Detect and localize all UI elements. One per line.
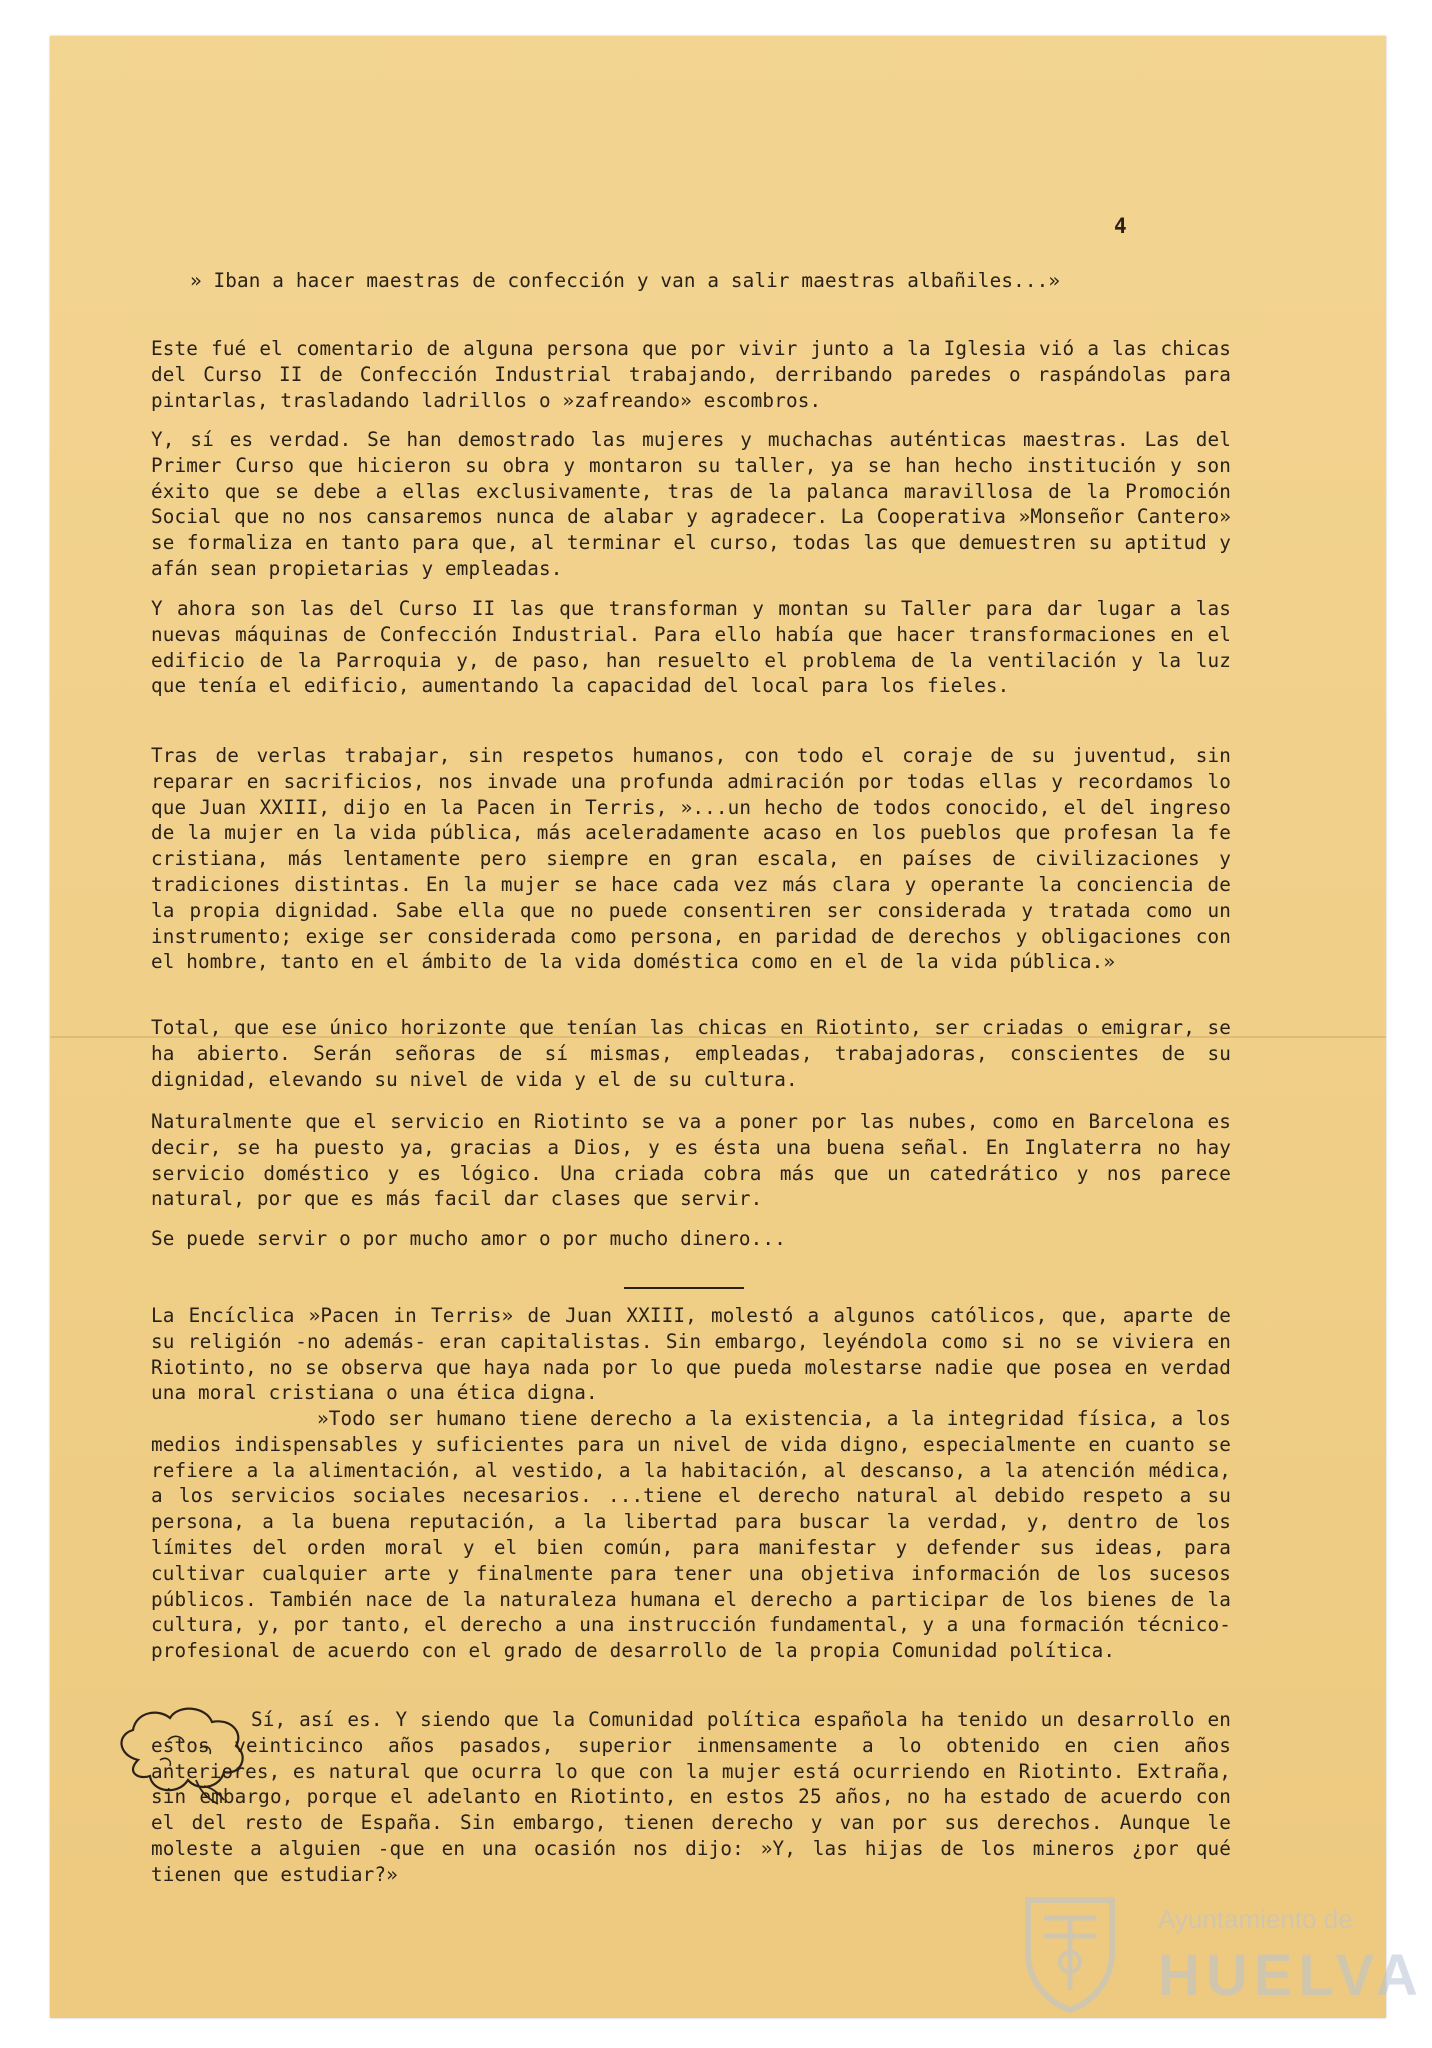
paragraph-10: Sí, así es. Y siendo que la Comunidad política española ha tenido un desarrollo en estos veinticinco años pasados, superior inmensamente a lo obtenido en cien años anteriores, es natural que ocurra lo que con la mujer está ocurriendo en Riotinto. Extraña, sin embargo, porque el adelanto en Riotinto, en estos 25 años, no ha estado de acuerdo con el del resto de España. Sin embargo, tienen derecho y van por sus derechos. Aunque le moleste a alguien -que en una ocasión nos dijo: »Y, las hijas de los mineros ¿por qué tienen que estudiar?» (151, 1708, 1231, 1886)
paragraph-4: Tras de verlas trabajar, sin respetos humanos, con todo el coraje de su juventud, sin reparar en sacrificios, nos invade una profunda admiración por todas ellas y recordamos lo que Juan XXIII, dijo en la Pacen in Terris, »...un hecho de todos conocido, el del ingreso de la mujer en la vida pública, más aceleradamente acaso en los pueblos que profesan la fe cristiana, más lentamente pero siempre en gran escala, en países de civilizaciones y tradiciones distintas. En la mujer se hace cada vez más clara y operante la conciencia de la propia dignidad. Sabe ella que no puede consentiren ser considerada y tratada como un instrumento; exige ser considerada como persona, en paridad de derechos y obligaciones con el hombre, tanto en el ámbito de la vida doméstica como en el de la vida pública.» (151, 744, 1231, 974)
shield-icon (1020, 1890, 1120, 2015)
paragraph-6: Naturalmente que el servicio en Riotinto se va a poner por las nubes, como en Barcelona es decir, se ha puesto ya, gracias a Dios, y es ésta una buena señal. En Inglaterra no hay servicio doméstico y es lógico. Una criada cobra más que un catedrático y nos parece natural, por que es más facil dar clases que servir. (151, 1110, 1231, 1211)
paragraph-7: Se puede servir o por mucho amor o por mucho dinero... (151, 1227, 786, 1250)
paragraph-3: Y ahora son las del Curso II las que transforman y montan su Taller para dar lugar a las nuevas máquinas de Confección Industrial. Para ello había que hacer transformaciones en el edificio de la Parroquia y, de paso, han resuelto el problema de la ventilación y la luz que tenía el edificio, aumentando la capacidad del local para los fieles. (151, 597, 1231, 698)
watermark-line-2: HUELVA (1158, 1943, 1424, 2008)
hand-drawn-sketch-icon (108, 1700, 258, 1810)
paragraph-2: Y, sí es verdad. Se han demostrado las mujeres y muchachas auténticas maestras. Las del Primer Curso que hicieron su obra y montaron su taller, ya se han hecho institución y son éxito que se debe a ellas exclusivamente, tras de la palanca maravillosa de la Promoción Social que no nos cansaremos nunca de alabar y agradecer. La Cooperativa »Monseñor Cantero» se formaliza en tanto para que, al terminar el curso, todas las que demuestren su aptitud y afán sean propietarias y empleadas. (151, 428, 1231, 580)
page-number: 4 (1114, 214, 1127, 238)
paragraph-1: Este fué el comentario de alguna persona que por vivir junto a la Iglesia vió a las chicas del Curso II de Confección Industrial trabajando, derribando paredes o raspándolas para pintarlas, trasladando ladrillos o »zafreando» escombros. (151, 337, 1231, 412)
section-divider (624, 1287, 744, 1289)
watermark-line-1: Ayuntamiento de (1158, 1904, 1353, 1934)
document-heading: » Iban a hacer maestras de confección y van a salir maestras albañiles...» (190, 269, 1061, 292)
paragraph-9-quote: »Todo ser humano tiene derecho a la existencia, a la integridad física, a los medios indispensables y suficientes para un nivel de vida digno, especialmente en cuanto se refiere a la alimentación, al vestido, a la habitación, al descanso, a la atención médica, a los servicios sociales necesarios. ...tiene el derecho natural al debido respeto a su persona, a la buena reputación, a la libertad para buscar la verdad, y, dentro de los límites del orden moral y el bien común, para manifestar y defender sus ideas, para cultivar cualquier arte y finalmente para tener una objetiva información de los sucesos públicos. También nace de la naturaleza humana el derecho a participar de los bienes de la cultura, y, por tanto, el derecho a una instrucción fundamental, y a una formación técnico-profesional de acuerdo con el grado de desarrollo de la propia Comunidad política. (151, 1407, 1231, 1663)
ayuntamiento-watermark (1020, 1890, 1424, 2020)
paragraph-5: Total, que ese único horizonte que tenían las chicas en Riotinto, ser criadas o emigrar, se ha abierto. Serán señoras de sí mismas, empleadas, trabajadoras, conscientes de su dignidad, elevando su nivel de vida y el de su cultura. (151, 1016, 1231, 1091)
paragraph-8: La Encíclica »Pacen in Terris» de Juan XXIII, molestó a algunos católicos, que, aparte de su religión -no además- eran capitalistas. Sin embargo, leyéndola como si no se viviera en Riotinto, no se observa que haya nada por lo que pueda molestarse nadie que posea en verdad una moral cristiana o una ética digna. (151, 1304, 1231, 1405)
